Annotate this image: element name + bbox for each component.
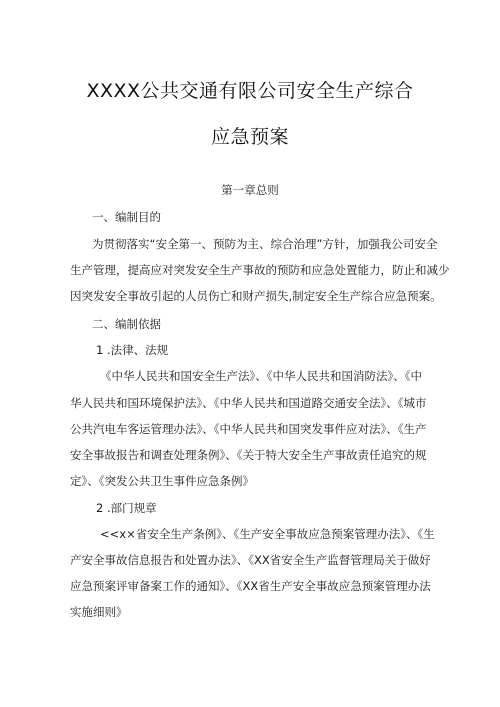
subsection-heading-regulations: 2 .部门规章 [96, 501, 157, 515]
chapter-heading: 第一章总则 [221, 183, 279, 197]
paragraph-line: 《中华人民共和国安全生产法》、《中华人民共和国消防法》、《中 [100, 369, 422, 383]
paragraph-line: 应急预案评审备案工作的通知》、《XX省生产安全事故应急预案管理办法 [70, 579, 431, 593]
paragraph-line: 实施细则》 [70, 605, 128, 619]
subsection-heading-laws: 1 .法律、法规 [96, 343, 169, 357]
document-title-line-2: 应急预案 [210, 126, 289, 148]
section-heading-basis: 二、编制依据 [92, 317, 161, 331]
document-title-line-1: XXXX公共交通有限公司安全生产综合 [86, 80, 414, 102]
paragraph-line: 公共汽电车客运管理办法》、《中华人民共和国突发事件应对法》、《生产 [70, 422, 427, 436]
paragraph-line: 华人民共和国环境保护法》、《中华人民共和国道路交通安全法》、《城市 [70, 396, 427, 410]
paragraph-line: <<x×省安全生产条例》、《生产安全事故应急预案管理办法》、《生 [100, 527, 435, 541]
paragraph-line: 因突发安全事故引起的人员伤亡和财产损失,制定安全生产综合应急预案。 [70, 289, 442, 303]
paragraph-line: 产安全事故信息报告和处置办法》、《XX省安全生产监督管理局关于做好 [70, 553, 431, 567]
section-heading-purpose: 一、编制目的 [92, 210, 161, 224]
paragraph-line: 安全事故报告和调查处理条例》、《关于特大安全生产事故责任追究的规 [70, 448, 427, 462]
paragraph-line: 生产管理，提高应对突发安全生产事故的预防和应急处置能力，防止和减少 [70, 263, 450, 277]
paragraph-line: 为贯彻落实“安全第一、预防为主、综合治理”方针，加强我公司安全 [92, 237, 438, 251]
paragraph-line: 定》、《突发公共卫生事件应急条例》 [70, 474, 254, 488]
